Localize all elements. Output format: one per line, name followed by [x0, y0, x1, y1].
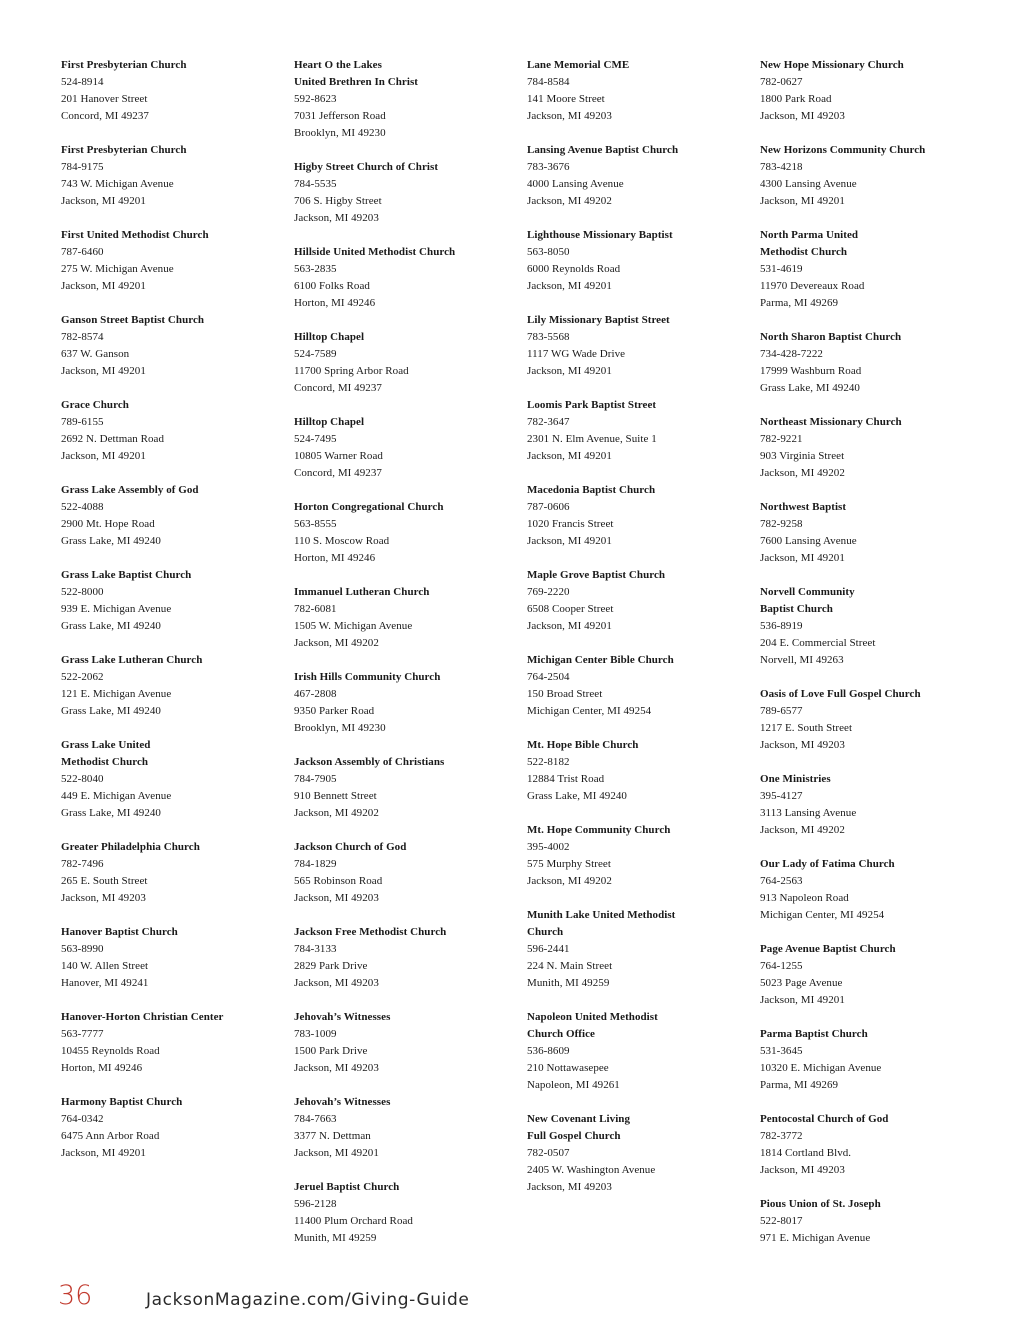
- church-city: Jackson, MI 49202: [760, 824, 845, 836]
- church-street: 204 E. Commercial Street: [760, 637, 876, 649]
- church-street: 1217 E. South Street: [760, 722, 853, 734]
- church-city: Grass Lake, MI 49240: [61, 535, 161, 547]
- church-phone: 764-0342: [61, 1113, 104, 1125]
- church-listing: [294, 1179, 524, 1247]
- church-name: Jackson Assembly of Christians: [294, 756, 445, 768]
- church-name: Full Gospel Church: [527, 1130, 621, 1142]
- church-listing: [760, 142, 990, 210]
- church-phone: 782-7496: [61, 858, 104, 870]
- church-name: Church Office: [527, 1028, 595, 1040]
- church-name: North Sharon Baptist Church: [760, 331, 902, 343]
- church-city: Grass Lake, MI 49240: [760, 382, 860, 394]
- church-city: Munith, MI 49259: [527, 977, 610, 989]
- church-phone: 522-2062: [61, 671, 104, 683]
- church-phone: 784-9175: [61, 161, 104, 173]
- church-name: North Parma United: [760, 229, 859, 241]
- church-phone: 524-7495: [294, 433, 337, 445]
- church-listing: [61, 57, 291, 125]
- church-city: Jackson, MI 49202: [527, 195, 612, 207]
- church-city: Parma, MI 49269: [760, 1079, 839, 1091]
- church-street: 141 Moore Street: [527, 93, 605, 105]
- church-phone: 563-8555: [294, 518, 337, 530]
- church-name: Jackson Free Methodist Church: [294, 926, 447, 938]
- church-name: Mt. Hope Community Church: [527, 824, 671, 836]
- church-city: Jackson, MI 49203: [760, 1164, 845, 1176]
- church-city: Jackson, MI 49201: [61, 195, 146, 207]
- church-phone: 783-5568: [527, 331, 570, 343]
- church-street: 575 Murphy Street: [527, 858, 611, 870]
- church-phone: 522-8182: [527, 756, 570, 768]
- church-phone: 522-8000: [61, 586, 104, 598]
- church-street: 903 Virginia Street: [760, 450, 845, 462]
- church-listing: [527, 737, 757, 805]
- church-city: Jackson, MI 49203: [294, 977, 379, 989]
- church-name: Jeruel Baptist Church: [294, 1181, 400, 1193]
- church-name: Jehovah’s Witnesses: [294, 1011, 391, 1023]
- church-street: 275 W. Michigan Avenue: [61, 263, 174, 275]
- church-name: Greater Philadelphia Church: [61, 841, 200, 853]
- church-city: Jackson, MI 49201: [760, 994, 845, 1006]
- church-listing: [760, 584, 990, 669]
- church-phone: 734-428-7222: [760, 348, 823, 360]
- church-phone: 563-8990: [61, 943, 104, 955]
- church-street: 4300 Lansing Avenue: [760, 178, 857, 190]
- church-city: Jackson, MI 49201: [760, 552, 845, 564]
- church-street: 1505 W. Michigan Avenue: [294, 620, 413, 632]
- church-phone: 783-1009: [294, 1028, 337, 1040]
- church-name: Mt. Hope Bible Church: [527, 739, 639, 751]
- church-city: Michigan Center, MI 49254: [527, 705, 652, 717]
- church-name: Harmony Baptist Church: [61, 1096, 183, 1108]
- church-phone: 524-8914: [61, 76, 104, 88]
- church-phone: 769-2220: [527, 586, 570, 598]
- church-city: Brooklyn, MI 49230: [294, 127, 386, 139]
- church-street: 11700 Spring Arbor Road: [294, 365, 409, 377]
- church-street: 121 E. Michigan Avenue: [61, 688, 172, 700]
- church-name: Grass Lake Assembly of God: [61, 484, 199, 496]
- church-city: Grass Lake, MI 49240: [61, 620, 161, 632]
- church-name: Hanover-Horton Christian Center: [61, 1011, 224, 1023]
- church-city: Munith, MI 49259: [294, 1232, 377, 1244]
- church-name: Horton Congregational Church: [294, 501, 444, 513]
- church-listing: [527, 312, 757, 380]
- church-phone: 596-2128: [294, 1198, 337, 1210]
- church-phone: 784-7663: [294, 1113, 337, 1125]
- church-street: 5023 Page Avenue: [760, 977, 843, 989]
- church-street: 210 Nottawasepee: [527, 1062, 609, 1074]
- church-city: Brooklyn, MI 49230: [294, 722, 386, 734]
- church-phone: 522-4088: [61, 501, 104, 513]
- church-street: 2301 N. Elm Avenue, Suite 1: [527, 433, 657, 445]
- church-listing: [760, 414, 990, 482]
- directory-column: [760, 57, 990, 1264]
- church-city: Grass Lake, MI 49240: [61, 807, 161, 819]
- church-listing: [760, 499, 990, 567]
- church-phone: 782-8574: [61, 331, 104, 343]
- church-city: Concord, MI 49237: [61, 110, 149, 122]
- church-phone: 467-2808: [294, 688, 337, 700]
- church-listing: [294, 1009, 524, 1077]
- church-street: 110 S. Moscow Road: [294, 535, 390, 547]
- church-listing: [294, 754, 524, 822]
- church-phone: 522-8040: [61, 773, 104, 785]
- church-city: Jackson, MI 49203: [61, 892, 146, 904]
- church-name: Maple Grove Baptist Church: [527, 569, 666, 581]
- church-street: 2900 Mt. Hope Road: [61, 518, 155, 530]
- church-name: New Horizons Community Church: [760, 144, 926, 156]
- church-listing: [61, 567, 291, 635]
- church-name: Methodist Church: [760, 246, 848, 258]
- church-street: 6508 Cooper Street: [527, 603, 614, 615]
- church-city: Jackson, MI 49202: [760, 467, 845, 479]
- church-listing: [760, 1196, 990, 1247]
- church-city: Jackson, MI 49201: [294, 1147, 379, 1159]
- church-name: Lane Memorial CME: [527, 59, 630, 71]
- church-name: Higby Street Church of Christ: [294, 161, 439, 173]
- church-name: Church: [527, 926, 564, 938]
- church-name: Our Lady of Fatima Church: [760, 858, 895, 870]
- church-city: Jackson, MI 49201: [527, 450, 612, 462]
- church-name: Grass Lake United: [61, 739, 151, 751]
- church-city: Jackson, MI 49203: [760, 110, 845, 122]
- church-city: Parma, MI 49269: [760, 297, 839, 309]
- church-phone: 563-8050: [527, 246, 570, 258]
- church-name: Page Avenue Baptist Church: [760, 943, 896, 955]
- church-phone: 782-9258: [760, 518, 803, 530]
- church-city: Jackson, MI 49201: [61, 1147, 146, 1159]
- church-city: Jackson, MI 49203: [527, 110, 612, 122]
- church-name: Jehovah’s Witnesses: [294, 1096, 391, 1108]
- church-listing: [294, 1094, 524, 1162]
- church-street: 706 S. Higby Street: [294, 195, 382, 207]
- church-listing: [527, 1009, 757, 1094]
- church-listing: [294, 329, 524, 397]
- church-street: 449 E. Michigan Avenue: [61, 790, 172, 802]
- church-listing: [760, 1111, 990, 1179]
- church-listing: [61, 1094, 291, 1162]
- church-listing: [760, 686, 990, 754]
- church-phone: 531-3645: [760, 1045, 803, 1057]
- directory-column: [61, 57, 291, 1179]
- church-listing: [527, 822, 757, 890]
- church-phone: 784-1829: [294, 858, 337, 870]
- church-street: 4000 Lansing Avenue: [527, 178, 624, 190]
- church-listing: [61, 839, 291, 907]
- church-phone: 395-4127: [760, 790, 803, 802]
- church-street: 9350 Parker Road: [294, 705, 375, 717]
- church-listing: [294, 839, 524, 907]
- church-street: 1800 Park Road: [760, 93, 832, 105]
- church-listing: [760, 329, 990, 397]
- church-city: Napoleon, MI 49261: [527, 1079, 620, 1091]
- church-name: First Presbyterian Church: [61, 144, 187, 156]
- church-phone: 524-7589: [294, 348, 337, 360]
- church-name: Hilltop Chapel: [294, 416, 365, 428]
- church-city: Concord, MI 49237: [294, 467, 382, 479]
- church-phone: 782-6081: [294, 603, 337, 615]
- church-listing: [294, 499, 524, 567]
- church-name: New Hope Missionary Church: [760, 59, 904, 71]
- church-street: 140 W. Allen Street: [61, 960, 149, 972]
- church-street: 2692 N. Dettman Road: [61, 433, 165, 445]
- church-name: Heart O the Lakes: [294, 59, 382, 71]
- church-name: Lighthouse Missionary Baptist: [527, 229, 673, 241]
- church-street: 6000 Reynolds Road: [527, 263, 621, 275]
- church-city: Hanover, MI 49241: [61, 977, 149, 989]
- church-street: 150 Broad Street: [527, 688, 603, 700]
- church-listing: [527, 397, 757, 465]
- church-street: 1020 Francis Street: [527, 518, 614, 530]
- church-street: 2829 Park Drive: [294, 960, 368, 972]
- church-phone: 783-4218: [760, 161, 803, 173]
- church-city: Jackson, MI 49202: [294, 637, 379, 649]
- church-street: 3377 N. Dettman: [294, 1130, 371, 1142]
- church-name: Loomis Park Baptist Street: [527, 399, 657, 411]
- church-city: Jackson, MI 49201: [527, 535, 612, 547]
- church-city: Horton, MI 49246: [61, 1062, 143, 1074]
- church-street: 939 E. Michigan Avenue: [61, 603, 172, 615]
- church-street: 6100 Folks Road: [294, 280, 370, 292]
- church-phone: 596-2441: [527, 943, 570, 955]
- church-name: United Brethren In Christ: [294, 76, 418, 88]
- church-phone: 784-7905: [294, 773, 337, 785]
- church-name: Methodist Church: [61, 756, 149, 768]
- church-city: Jackson, MI 49203: [294, 212, 379, 224]
- church-city: Grass Lake, MI 49240: [527, 790, 627, 802]
- church-city: Jackson, MI 49201: [61, 450, 146, 462]
- page-number: 36: [58, 1280, 93, 1311]
- church-street: 637 W. Ganson: [61, 348, 130, 360]
- footer-url: JacksonMagazine.com/Giving-Guide: [146, 1290, 470, 1310]
- church-name: Parma Baptist Church: [760, 1028, 868, 1040]
- church-name: Jackson Church of God: [294, 841, 407, 853]
- church-listing: [61, 924, 291, 992]
- church-phone: 789-6155: [61, 416, 104, 428]
- church-name: Macedonia Baptist Church: [527, 484, 656, 496]
- church-street: 6475 Ann Arbor Road: [61, 1130, 160, 1142]
- church-listing: [527, 142, 757, 210]
- church-name: Hillside United Methodist Church: [294, 246, 456, 258]
- church-listing: [294, 159, 524, 227]
- church-city: Jackson, MI 49203: [294, 1062, 379, 1074]
- church-name: First Presbyterian Church: [61, 59, 187, 71]
- church-phone: 592-8623: [294, 93, 337, 105]
- church-phone: 563-2835: [294, 263, 337, 275]
- church-city: Jackson, MI 49201: [61, 365, 146, 377]
- church-phone: 787-6460: [61, 246, 104, 258]
- church-street: 565 Robinson Road: [294, 875, 383, 887]
- church-phone: 782-0627: [760, 76, 803, 88]
- church-city: Jackson, MI 49201: [527, 620, 612, 632]
- church-name: Hanover Baptist Church: [61, 926, 178, 938]
- church-city: Jackson, MI 49201: [527, 365, 612, 377]
- church-phone: 563-7777: [61, 1028, 104, 1040]
- church-city: Jackson, MI 49202: [294, 807, 379, 819]
- church-listing: [527, 567, 757, 635]
- church-name: Immanuel Lutheran Church: [294, 586, 430, 598]
- church-phone: 782-3647: [527, 416, 570, 428]
- church-phone: 787-0606: [527, 501, 570, 513]
- church-street: 10320 E. Michigan Avenue: [760, 1062, 882, 1074]
- church-street: 10455 Reynolds Road: [61, 1045, 160, 1057]
- church-listing: [294, 924, 524, 992]
- church-city: Grass Lake, MI 49240: [61, 705, 161, 717]
- church-listing: [61, 312, 291, 380]
- church-name: Lily Missionary Baptist Street: [527, 314, 670, 326]
- church-listing: [760, 227, 990, 312]
- church-city: Jackson, MI 49203: [527, 1181, 612, 1193]
- church-listing: [760, 856, 990, 924]
- church-street: 11400 Plum Orchard Road: [294, 1215, 413, 1227]
- church-street: 3113 Lansing Avenue: [760, 807, 857, 819]
- church-street: 1500 Park Drive: [294, 1045, 368, 1057]
- church-street: 265 E. South Street: [61, 875, 148, 887]
- church-phone: 784-5535: [294, 178, 337, 190]
- church-phone: 784-8584: [527, 76, 570, 88]
- church-phone: 764-2563: [760, 875, 803, 887]
- church-name: Lansing Avenue Baptist Church: [527, 144, 679, 156]
- church-street: 224 N. Main Street: [527, 960, 613, 972]
- church-phone: 536-8609: [527, 1045, 570, 1057]
- church-phone: 782-0507: [527, 1147, 570, 1159]
- church-listing: [527, 482, 757, 550]
- church-city: Jackson, MI 49201: [61, 280, 146, 292]
- church-name: Pious Union of St. Joseph: [760, 1198, 881, 1210]
- church-phone: 522-8017: [760, 1215, 803, 1227]
- church-city: Jackson, MI 49201: [760, 195, 845, 207]
- church-phone: 784-3133: [294, 943, 337, 955]
- church-city: Jackson, MI 49203: [294, 892, 379, 904]
- church-phone: 531-4619: [760, 263, 803, 275]
- church-phone: 782-9221: [760, 433, 803, 445]
- church-name: Grass Lake Lutheran Church: [61, 654, 203, 666]
- church-street: 17999 Washburn Road: [760, 365, 862, 377]
- church-listing: [294, 669, 524, 737]
- church-listing: [527, 907, 757, 992]
- church-city: Horton, MI 49246: [294, 552, 376, 564]
- directory-column: [527, 57, 757, 1213]
- church-listing: [61, 737, 291, 822]
- church-name: Hilltop Chapel: [294, 331, 365, 343]
- page-footer: [0, 1280, 1024, 1320]
- church-street: 7031 Jefferson Road: [294, 110, 386, 122]
- church-city: Norvell, MI 49263: [760, 654, 844, 666]
- church-listing: [61, 142, 291, 210]
- church-street: 913 Napoleon Road: [760, 892, 849, 904]
- church-street: 12884 Trist Road: [527, 773, 605, 785]
- church-phone: 783-3676: [527, 161, 570, 173]
- church-name: Napoleon United Methodist: [527, 1011, 658, 1023]
- church-street: 1117 WG Wade Drive: [527, 348, 626, 360]
- church-street: 910 Bennett Street: [294, 790, 377, 802]
- church-phone: 782-3772: [760, 1130, 803, 1142]
- church-street: 201 Hanover Street: [61, 93, 148, 105]
- church-city: Concord, MI 49237: [294, 382, 382, 394]
- church-listing: [760, 941, 990, 1009]
- church-name: Munith Lake United Methodist: [527, 909, 676, 921]
- church-listing: [760, 57, 990, 125]
- church-listing: [527, 652, 757, 720]
- church-name: Oasis of Love Full Gospel Church: [760, 688, 921, 700]
- church-name: One Ministries: [760, 773, 831, 785]
- church-listing: [294, 584, 524, 652]
- church-street: 7600 Lansing Avenue: [760, 535, 857, 547]
- church-listing: [61, 227, 291, 295]
- church-name: Irish Hills Community Church: [294, 671, 441, 683]
- church-street: 2405 W. Washington Avenue: [527, 1164, 656, 1176]
- church-phone: 764-2504: [527, 671, 570, 683]
- church-listing: [527, 1111, 757, 1196]
- church-street: 10805 Warner Road: [294, 450, 383, 462]
- church-city: Michigan Center, MI 49254: [760, 909, 885, 921]
- church-phone: 536-8919: [760, 620, 803, 632]
- church-name: Michigan Center Bible Church: [527, 654, 674, 666]
- church-name: First United Methodist Church: [61, 229, 209, 241]
- church-listing: [294, 57, 524, 142]
- church-name: Ganson Street Baptist Church: [61, 314, 205, 326]
- church-phone: 789-6577: [760, 705, 803, 717]
- church-listing: [61, 1009, 291, 1077]
- church-name: New Covenant Living: [527, 1113, 631, 1125]
- church-name: Grace Church: [61, 399, 129, 411]
- church-listing: [61, 482, 291, 550]
- church-phone: 395-4002: [527, 841, 570, 853]
- church-street: 11970 Devereaux Road: [760, 280, 865, 292]
- church-phone: 764-1255: [760, 960, 803, 972]
- church-city: Jackson, MI 49202: [527, 875, 612, 887]
- church-city: Horton, MI 49246: [294, 297, 376, 309]
- church-listing: [294, 414, 524, 482]
- church-listing: [760, 1026, 990, 1094]
- church-listing: [760, 771, 990, 839]
- church-name: Pentocostal Church of God: [760, 1113, 889, 1125]
- church-city: Jackson, MI 49201: [527, 280, 612, 292]
- church-name: Baptist Church: [760, 603, 833, 615]
- church-listing: [61, 652, 291, 720]
- church-street: 971 E. Michigan Avenue: [760, 1232, 871, 1244]
- church-name: Northwest Baptist: [760, 501, 847, 513]
- church-name: Northeast Missionary Church: [760, 416, 902, 428]
- church-name: Norvell Community: [760, 586, 855, 598]
- church-name: Grass Lake Baptist Church: [61, 569, 192, 581]
- church-city: Jackson, MI 49203: [760, 739, 845, 751]
- directory-column: [294, 57, 524, 1264]
- church-listing: [527, 227, 757, 295]
- church-listing: [61, 397, 291, 465]
- church-street: 1814 Cortland Blvd.: [760, 1147, 852, 1159]
- church-listing: [527, 57, 757, 125]
- church-street: 743 W. Michigan Avenue: [61, 178, 174, 190]
- church-listing: [294, 244, 524, 312]
